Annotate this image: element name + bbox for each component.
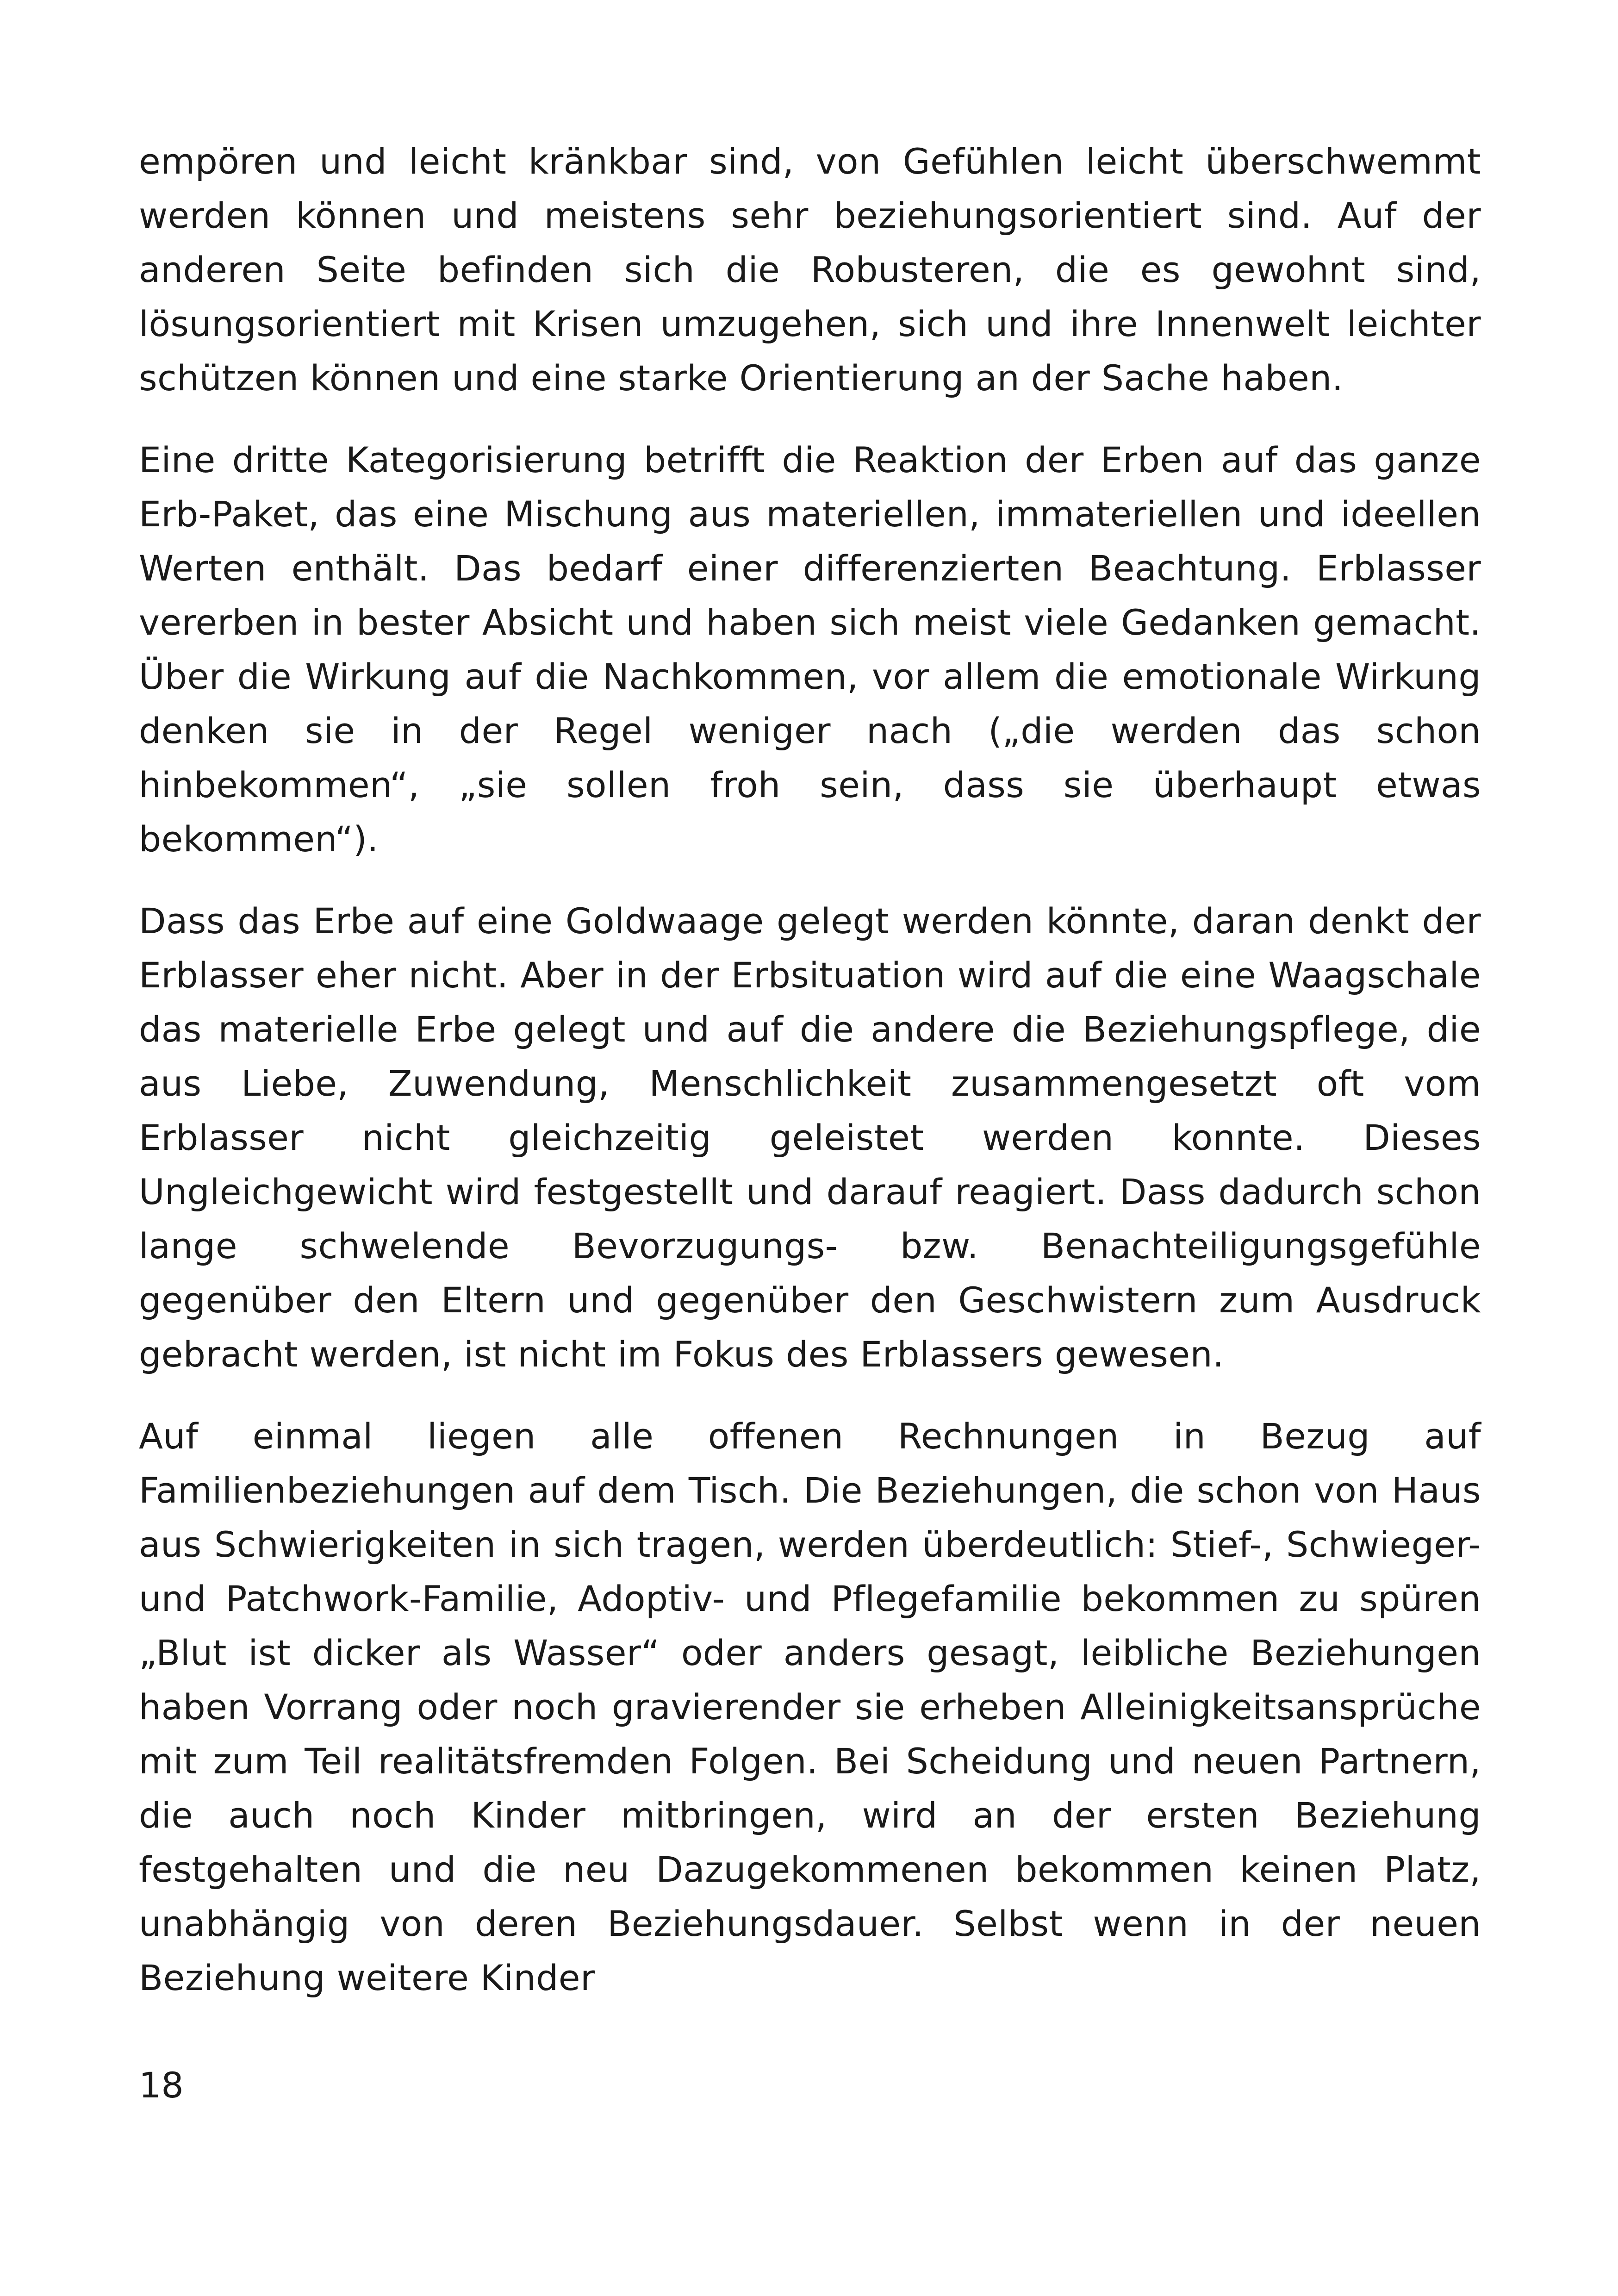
page-body bbox=[139, 134, 1481, 2033]
page-number: 18 bbox=[139, 2065, 184, 2106]
paragraph-3: Dass das Erbe auf eine Goldwaage gelegt werden könnte, daran denkt der Erblasser eher nicht. Aber in der Erbsituation wird auf die eine Waagschale das materielle Erbe gelegt und auf die andere die Beziehungspflege, die aus Liebe, Zuwendung, Menschlichkeit zusammengesetzt oft vom Erblasser nicht gleichzeitig geleistet werden konnte. Dieses Ungleichgewicht wird festgestellt und darauf reagiert. Dass dadurch schon lange schwelende Bevorzugungs- bzw. Benachteiligungsgefühle gegenüber den Eltern und gegenüber den Geschwistern zum Ausdruck gebracht werden, ist nicht im Fokus des Erblassers gewesen. bbox=[139, 900, 1481, 1375]
paragraph-4: Auf einmal liegen alle offenen Rechnungen in Bezug auf Familienbeziehungen auf dem Tisch. Die Beziehungen, die schon von Haus aus Schwierigkeiten in sich tragen, werden überdeutlich: Stief-, Schwieger- und Patchwork-Familie, Adoptiv- und Pflegefamilie bekommen zu spüren „Blut ist dicker als Wasser“ oder anders gesagt, leibliche Beziehungen haben Vorrang oder noch gravierender sie erheben Alleinigkeitsansprüche mit zum Teil realitätsfremden Folgen. Bei Scheidung und neuen Partnern, die auch noch Kinder mitbringen, wird an der ersten Beziehung festgehalten und die neu Dazugekommenen bekommen keinen Platz, unabhängig von deren Beziehungsdauer. Selbst wenn in der neuen Beziehung weitere Kinder bbox=[139, 1416, 1481, 1998]
paragraph-1: empören und leicht kränkbar sind, von Gefühlen leicht überschwemmt werden können und meistens sehr beziehungsorientiert sind. Auf der anderen Seite befinden sich die Robusteren, die es gewohnt sind, lösungsorientiert mit Krisen umzugehen, sich und ihre Innenwelt leichter schützen können und eine starke Orientierung an der Sache haben. bbox=[139, 141, 1481, 399]
paragraph-2: Eine dritte Kategorisierung betrifft die Reaktion der Erben auf das ganze Erb-Paket, das eine Mischung aus materiellen, immateriellen und ideellen Werten enthält. Das bedarf einer differenzierten Beachtung. Erblasser vererben in bester Absicht und haben sich meist viele Gedanken gemacht. Über die Wirkung auf die Nachkommen, vor allem die emotionale Wirkung denken sie in der Regel weniger nach („die werden das schon hinbekommen“, „sie sollen froh sein, dass sie überhaupt etwas bekommen“). bbox=[139, 439, 1481, 860]
